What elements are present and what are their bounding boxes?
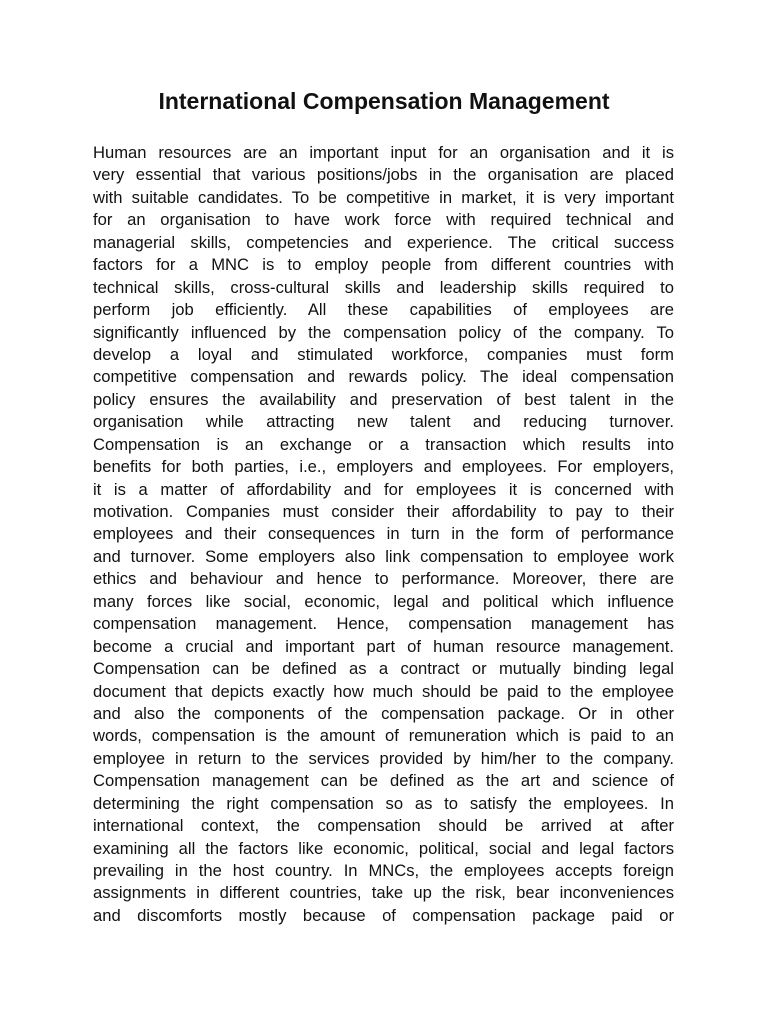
- paragraph-line: competitive compensation and rewards policy. The ideal compensation: [93, 367, 674, 387]
- paragraph-line: organisation while attracting new talent and reducing turnover.: [93, 412, 674, 432]
- paragraph-line: words, compensation is the amount of remuneration which is paid to an: [93, 726, 674, 746]
- page-title: International Compensation Management: [158, 88, 610, 114]
- paragraph-line: benefits for both parties, i.e., employers and employees. For employers,: [93, 457, 674, 477]
- body-paragraph: [93, 142, 674, 927]
- paragraph-line: assignments in different countries, take up the risk, bear inconveniences: [93, 883, 674, 903]
- paragraph-line: policy ensures the availability and preservation of best talent in the: [93, 389, 674, 409]
- paragraph-line: and also the components of the compensation package. Or in other: [93, 703, 674, 723]
- paragraph-line: determining the right compensation so as to satisfy the employees. In: [93, 793, 674, 813]
- paragraph-line: significantly influenced by the compensation policy of the company. To: [93, 322, 674, 342]
- paragraph-line: Compensation is an exchange or a transaction which results into: [93, 434, 674, 454]
- paragraph-line: perform job efficiently. All these capabilities of employees are: [93, 300, 674, 320]
- paragraph-line: develop a loyal and stimulated workforce, companies must form: [93, 344, 674, 364]
- paragraph-line: document that depicts exactly how much should be paid to the employee: [93, 681, 674, 701]
- paragraph-line: ethics and behaviour and hence to performance. Moreover, there are: [93, 569, 674, 589]
- paragraph-line: employees and their consequences in turn in the form of performance: [93, 524, 674, 544]
- paragraph-line: examining all the factors like economic, political, social and legal factors: [93, 838, 674, 858]
- paragraph-line: international context, the compensation should be arrived at after: [93, 816, 674, 836]
- paragraph-line: factors for a MNC is to employ people from different countries with: [93, 255, 674, 275]
- paragraph-line: and turnover. Some employers also link compensation to employee work: [93, 546, 674, 566]
- paragraph-line: it is a matter of affordability and for employees it is concerned with: [93, 479, 674, 499]
- paragraph-line: very essential that various positions/jobs in the organisation are placed: [93, 165, 674, 185]
- paragraph-line: and discomforts mostly because of compensation package paid or: [93, 905, 674, 925]
- paragraph-line: for an organisation to have work force with required technical and: [93, 210, 674, 230]
- paragraph-line: prevailing in the host country. In MNCs, the employees accepts foreign: [93, 861, 674, 880]
- paragraph-line: many forces like social, economic, legal and political which influence: [93, 591, 674, 611]
- paragraph-line: with suitable candidates. To be competitive in market, it is very important: [93, 187, 674, 207]
- paragraph-line: technical skills, cross-cultural skills and leadership skills required to: [93, 277, 674, 297]
- paragraph-line: motivation. Companies must consider their affordability to pay to their: [93, 502, 674, 521]
- paragraph-line: managerial skills, competencies and experience. The critical success: [93, 232, 674, 252]
- paragraph-line: become a crucial and important part of human resource management.: [93, 636, 674, 656]
- paragraph-line: Compensation management can be defined as the art and science of: [93, 771, 674, 791]
- paragraph-line: compensation management. Hence, compensation management has: [93, 614, 674, 634]
- paragraph-line: employee in return to the services provided by him/her to the company.: [93, 748, 674, 768]
- paragraph-line: Compensation can be defined as a contract or mutually binding legal: [93, 659, 674, 679]
- paragraph-line: Human resources are an important input for an organisation and it is: [93, 143, 674, 162]
